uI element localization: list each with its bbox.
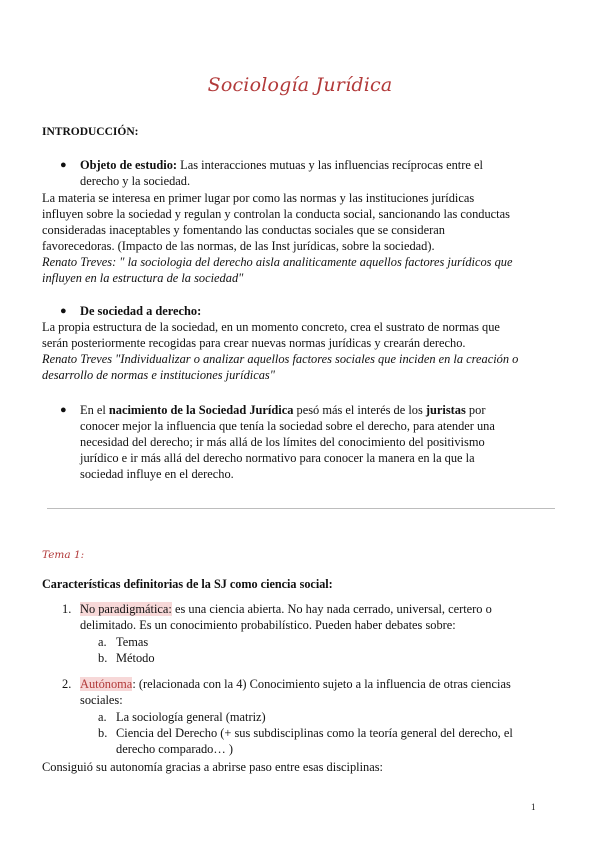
quote-line: Renato Treves: " la sociologia del derecho aisla analiticamente aquellos factores jurídicos que — [42, 255, 513, 269]
text-span: pesó más el interés de los — [293, 403, 426, 417]
bullet-line: jurídico e ir más allá del derecho normativo para conocer la manera en la que la — [80, 451, 475, 465]
sub-letter: a. — [98, 635, 107, 649]
paragraph-line: influyen sobre la sociedad y regulan y controlan la conducta social, sancionando las conductas — [42, 207, 510, 221]
bullet-objeto-cont: derecho y la sociedad. — [80, 174, 191, 188]
section-divider — [47, 508, 555, 509]
text-span: es una ciencia abierta. No hay nada cerrado, universal, certero o — [171, 602, 492, 616]
sub-letter: a. — [98, 710, 107, 724]
sub-item-cont: derecho comparado… ) — [116, 742, 233, 756]
bold-span: nacimiento de la Sociedad Jurídica — [108, 403, 294, 417]
highlight-term: Autónoma — [80, 677, 133, 691]
bullet-nacimiento — [80, 402, 485, 419]
tema-label: Tema 1: — [42, 549, 85, 561]
page-number: 1 — [531, 802, 536, 812]
list-item-1 — [80, 601, 492, 618]
list-number: 1. — [62, 602, 72, 616]
bullet-objeto — [80, 157, 483, 174]
bullet-line: conocer mejor la influencia que tenía la sociedad sobre el derecho, para atender una — [80, 419, 495, 433]
sub-item: Temas — [116, 635, 149, 649]
paragraph-line: La materia se interesa en primer lugar por como las normas y las instituciones jurídicas — [42, 191, 475, 205]
list-item-2-cont: sociales: — [80, 693, 123, 707]
list-item-1-cont: delimitado. Es un conocimiento probabilístico. Pueden haber debates sobre: — [80, 618, 456, 632]
document-title: Sociología Jurídica — [207, 74, 393, 96]
paragraph-line: favorecedoras. (Impacto de las normas, de las Inst jurídicas, sobre la sociedad). — [42, 239, 435, 253]
intro-heading: INTRODUCCIÓN: — [42, 126, 139, 138]
sub-item: Ciencia del Derecho (+ sus subdisciplinas como la teoría general del derecho, el — [116, 726, 513, 740]
bullet-icon: ● — [60, 305, 67, 317]
bullet-sociedad-label: De sociedad a derecho: — [80, 304, 202, 318]
bullet-line: sociedad influye en el derecho. — [80, 467, 234, 481]
sub-item: Método — [116, 651, 155, 665]
bullet-line: necesidad del derecho; ir más allá de los límites del conocimiento del positivismo — [80, 435, 485, 449]
paragraph-line: consideradas inaceptables y fomentando las conductas sociales que se consideran — [42, 223, 445, 237]
sub-item: La sociología general (matriz) — [116, 710, 266, 724]
list-item-2 — [80, 676, 511, 693]
text-span: por — [465, 403, 486, 417]
paragraph-line: La propia estructura de la sociedad, en un momento concreto, crea el sustrato de normas que — [42, 320, 500, 334]
sub-letter: b. — [98, 726, 108, 740]
highlight-term: No paradigmática: — [80, 602, 172, 616]
quote-line: desarrollo de normas e instituciones jurídicas" — [42, 368, 275, 382]
bold-span: juristas — [425, 403, 466, 417]
bullet-objeto-label: Objeto de estudio: — [80, 158, 178, 172]
quote-line: Renato Treves "Individualizar o analizar aquellos factores sociales que inciden en la creación o — [42, 352, 519, 366]
bullet-objeto-text: Las interacciones mutuas y las influencias recíprocas entre el — [177, 158, 483, 172]
list-number: 2. — [62, 677, 72, 691]
text-span: : (relacionada con la 4) Conocimiento sujeto a la influencia de otras ciencias — [132, 677, 511, 691]
quote-line: influyen en la estructura de la sociedad" — [42, 271, 244, 285]
characteristics-heading: Características definitorias de la SJ como ciencia social: — [42, 577, 333, 591]
bullet-icon: ● — [60, 159, 67, 171]
final-sentence: Consiguió su autonomía gracias a abrirse paso entre esas disciplinas: — [42, 760, 384, 774]
bullet-icon: ● — [60, 404, 67, 416]
sub-letter: b. — [98, 651, 108, 665]
paragraph-line: serán posteriormente recogidas para crear nuevas normas jurídicas y crearán derecho. — [42, 336, 466, 350]
text-span: En el — [80, 403, 109, 417]
